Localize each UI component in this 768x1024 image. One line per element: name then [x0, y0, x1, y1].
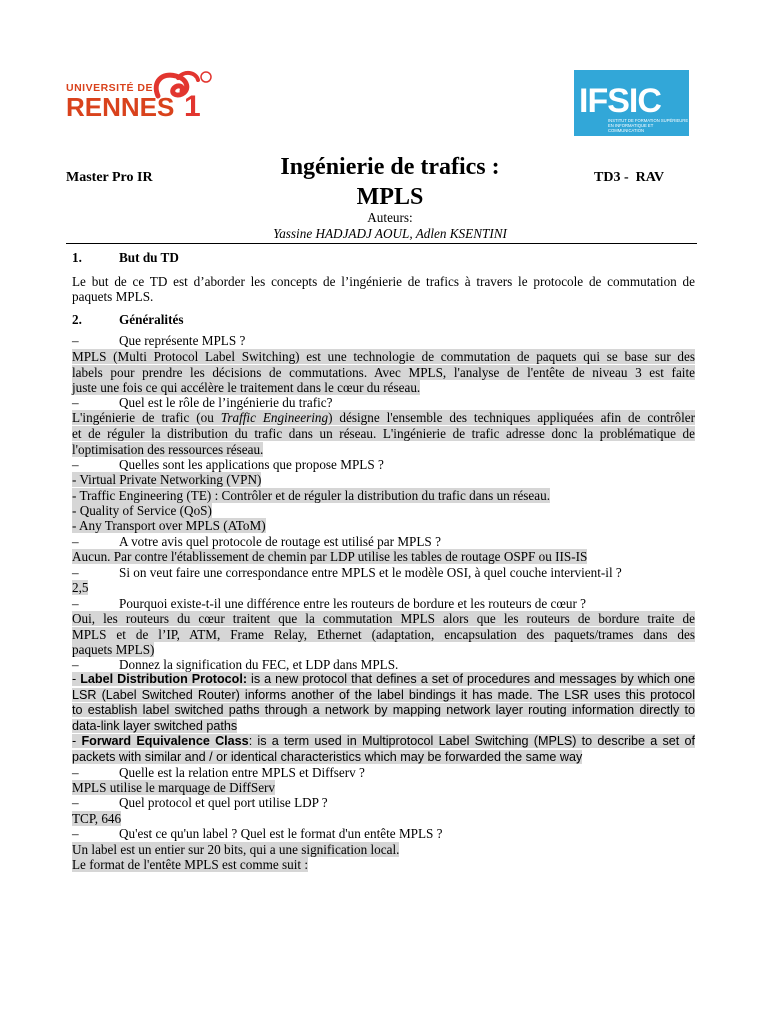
header-td: TD3 - RAV — [594, 170, 665, 185]
section-1-title: But du TD — [119, 250, 179, 265]
question-5 — [72, 565, 622, 581]
question-text: Si on veut faire une correspondance entre MPLS et le modèle OSI, à quel couche intervient-il ? — [119, 565, 622, 580]
answer-5: 2,5 — [72, 580, 89, 595]
answer-7-ldp-line-4: data-link layer switched paths — [72, 719, 238, 733]
answer-7-fec-line-2: packets with similar and / or identical characteristics which may be forwarded the same way — [72, 750, 583, 764]
question-text: Que représente MPLS ? — [119, 333, 246, 348]
question-7 — [72, 657, 398, 673]
intro-line-1: Le but de ce TD est d’aborder les concepts de l’ingénierie de trafics à travers le protocole de commutation de — [72, 274, 695, 289]
header-course: Master Pro IR — [66, 170, 153, 185]
dash: – — [72, 534, 79, 549]
hyphen: - — [72, 672, 81, 686]
fec-definition-start: : is a term used in Multiprotocol Label Switching (MPLS) to describe a set of — [248, 734, 695, 748]
question-1 — [72, 333, 245, 349]
dash: – — [72, 765, 79, 780]
answer-3-item-4: - Any Transport over MPLS (AToM) — [72, 518, 266, 533]
answer-3-item-3: - Quality of Service (QoS) — [72, 503, 212, 518]
answer-2-line-1 — [72, 410, 695, 425]
answer-3-item-1: - Virtual Private Networking (VPN) — [72, 472, 262, 487]
section-1-number: 1. — [72, 250, 82, 265]
question-text: Quel est le rôle de l’ingénierie du trafic? — [119, 395, 333, 410]
answer-6-line-3: paquets MPLS) — [72, 642, 155, 657]
ifsic-logo-subtitle2: EN INFORMATIQUE ET COMMUNICATION — [608, 123, 654, 133]
dash: – — [72, 795, 79, 810]
page-title-line1: Ingénierie de trafics : — [280, 154, 500, 180]
answer-2-pre: L'ingénierie de trafic (ou — [72, 410, 221, 425]
answer-6-line-1: Oui, les routeurs du cœur traitent que la commutation MPLS alors que les routeurs de bordure traite de — [72, 611, 695, 626]
ifsic-logo-subtitle1: INSTITUT DE FORMATION SUPÉRIEURE — [608, 118, 689, 123]
fec-term: Forward Equivalence Class — [81, 734, 249, 748]
intro-line-2: paquets MPLS. — [72, 289, 154, 304]
hyphen: - — [72, 734, 82, 748]
answer-10-line-1: Un label est un entier sur 20 bits, qui a une signification local. — [72, 842, 400, 857]
ldp-term: Label Distribution Protocol: — [80, 672, 248, 686]
rennes-logo-line1: UNIVERSITÉ DE — [66, 82, 154, 94]
question-9 — [72, 795, 328, 811]
question-text: Quelle est la relation entre MPLS et Diffserv ? — [119, 765, 365, 780]
question-2 — [72, 395, 332, 411]
answer-2-line-2: et de réguler la distribution du trafic dans un réseau. L'ingénierie de trafic adresse donc la problématique de — [72, 426, 695, 441]
dash: – — [72, 596, 79, 611]
answer-6-line-2: MPLS et de l’IP, ATM, Frame Relay, Ethernet (adaptation, encapsulation des paquets/trames dans des — [72, 627, 695, 642]
answer-3-item-2: - Traffic Engineering (TE) : Contrôler et de réguler la distribution du trafic dans un réseau. — [72, 488, 551, 503]
ifsic-logo — [574, 70, 689, 136]
rennes-logo-line2: RENNES — [66, 92, 175, 122]
answer-7-ldp-line-1 — [72, 672, 695, 686]
question-text: Quel protocol et quel port utilise LDP ? — [119, 795, 328, 810]
question-text: Donnez la signification du FEC, et LDP dans MPLS. — [119, 657, 399, 672]
answer-7-fec-line-1 — [72, 734, 695, 748]
answer-1-line-1: MPLS (Multi Protocol Label Switching) est une technologie de commutation de paquets qui se base sur des — [72, 349, 695, 364]
answer-4: Aucun. Par contre l'établissement de chemin par LDP utilise les tables de routage OSPF ou IIS-IS — [72, 549, 588, 564]
question-10 — [72, 826, 443, 842]
question-6 — [72, 596, 586, 612]
question-4 — [72, 534, 441, 550]
answer-9: TCP, 646 — [72, 811, 122, 826]
question-text: Qu'est ce qu'un label ? Quel est le format d'un entête MPLS ? — [119, 826, 443, 841]
dash: – — [72, 565, 79, 580]
authors: Yassine HADJADJ AOUL, Adlen KSENTINI — [273, 226, 507, 241]
question-text: A votre avis quel protocole de routage est utilisé par MPLS ? — [119, 534, 441, 549]
answer-1-line-3: juste une fois ce qui accélère le traitement dans le cœur du réseau. — [72, 380, 421, 395]
answer-7-ldp-line-3: to establish label switched paths through a network by mapping network layer routing information directly to — [72, 703, 695, 717]
page-title-line2: MPLS — [356, 184, 424, 210]
answer-1-line-2: labels pour prendre les décisions de commutations. Avec MPLS, l'analyse de l'entête de niveau 3 est faite — [72, 365, 695, 380]
dash: – — [72, 657, 79, 672]
answer-10-line-2: Le format de l'entête MPLS est comme suit : — [72, 857, 309, 872]
ifsic-logo-name: IFSIC — [579, 82, 661, 120]
question-8 — [72, 765, 365, 781]
section-2-number: 2. — [72, 312, 82, 327]
question-text: Quelles sont les applications que propose MPLS ? — [119, 457, 384, 472]
ldp-definition-start: is a new protocol that defines a set of procedures and messages by which one — [247, 672, 695, 686]
question-text: Pourquoi existe-t-il une différence entre les routeurs de bordure et les routeurs de cœur ? — [119, 596, 587, 611]
question-3 — [72, 457, 384, 473]
answer-2-post: ) désigne l'ensemble des techniques appliquées afin de contrôler — [328, 410, 695, 425]
section-2-title: Généralités — [119, 312, 184, 327]
dash: – — [72, 457, 79, 472]
universite-rennes-logo — [66, 66, 216, 126]
answer-7-ldp-line-2: LSR (Label Switched Router) informs another of the label bindings it has made. The LSR uses this protocol — [72, 688, 695, 702]
dash: – — [72, 395, 79, 410]
rennes-logo-numeral: 1 — [184, 90, 201, 123]
answer-8: MPLS utilise le marquage de DiffServ — [72, 780, 276, 795]
authors-label: Auteurs: — [367, 210, 413, 225]
dash: – — [72, 826, 79, 841]
dash: – — [72, 333, 79, 348]
answer-2-italic: Traffic Engineering — [220, 410, 329, 425]
header-rule — [66, 243, 697, 244]
answer-2-line-3: l'optimisation des ressources réseau. — [72, 442, 264, 457]
